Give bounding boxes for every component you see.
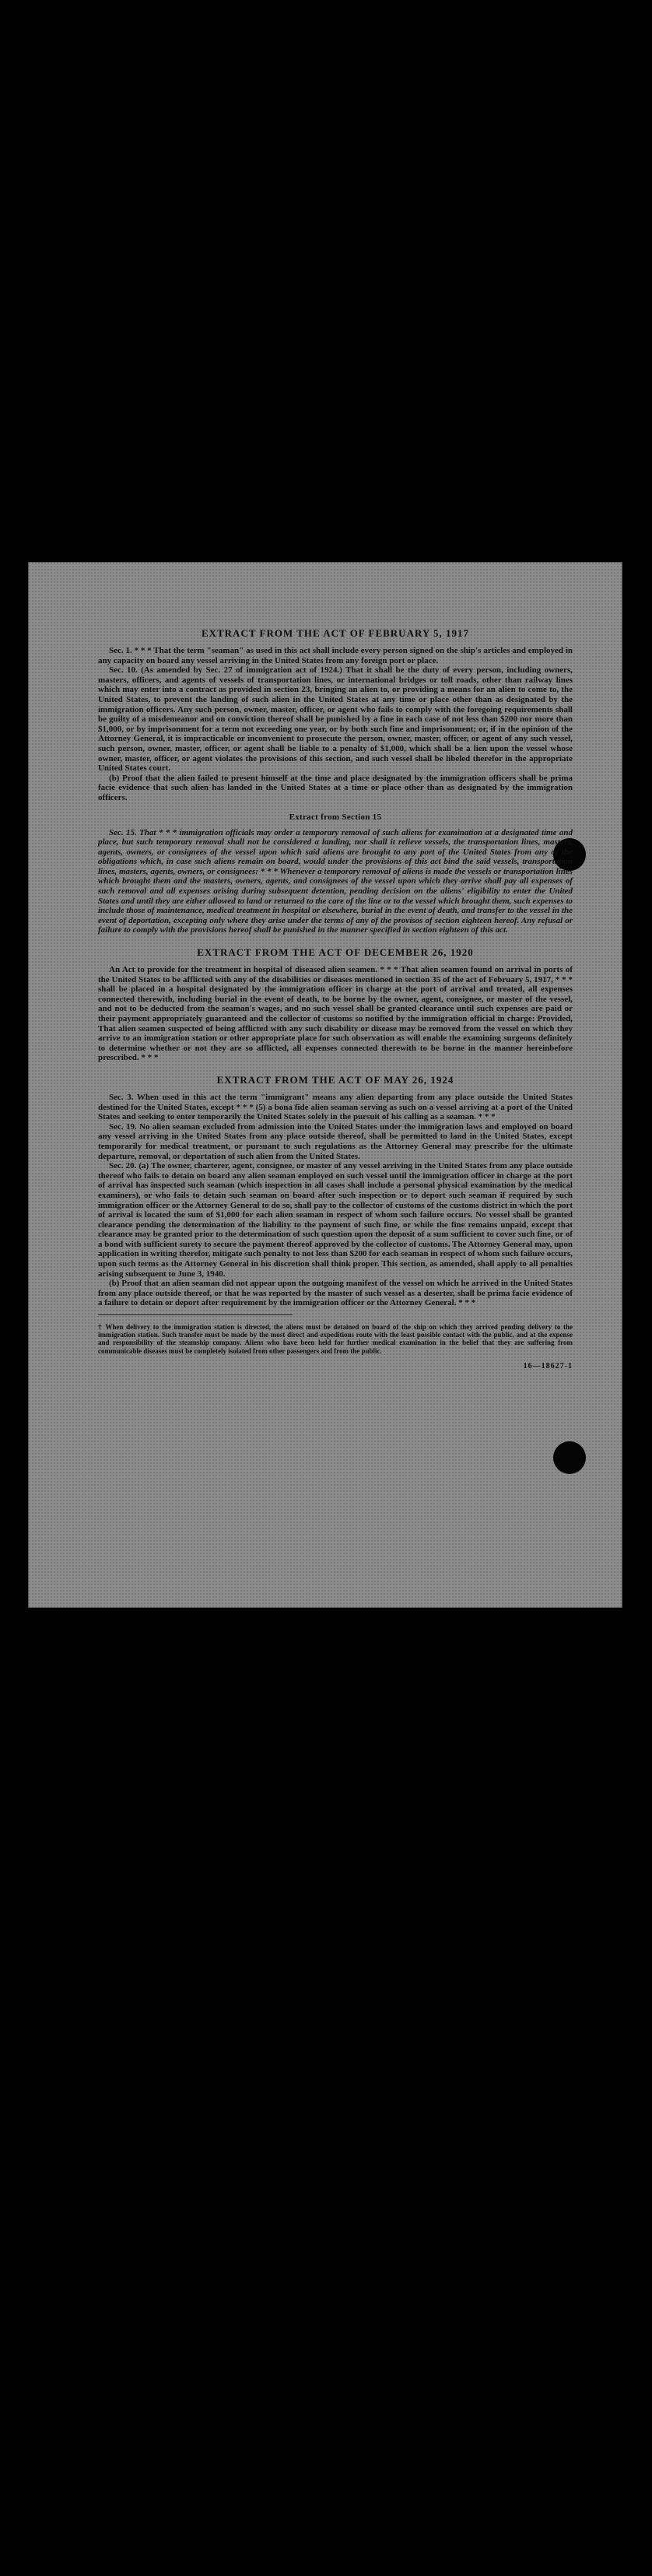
heading-act-1917: EXTRACT FROM THE ACT OF FEBRUARY 5, 1917 [201,627,470,639]
document-page [28,562,622,1608]
section-15-text: Sec. 15. That * * * immigration officials may order a temporary removal of such aliens for examination at a designated time and place, but such temporary removal shall not be considered a landing, nor shall it relieve vessels, the transportation lines, masters, agents, owners, or consignees of the vessel upon which said aliens are brought to any port of the United States from any of the obligations which, in case such aliens remain on board, would under the provisions of this act bind the said vessels, transportation lines, masters, agents, owners, or consignees: * * * Whenever a temporary removal of aliens is made the vessels or transportation lines which brought them and the masters, owners, agents, and consignees of the vessel upon which they arrive shall pay all expenses of such removal and all expenses arising during subsequent detention, pending decision on the aliens' eligibility to enter the United States and until they are either allowed to land or returned to the care of the line or to the vessel which brought them, such expenses to include those of maintenance, medical treatment in hospital or elsewhere, burial in the event of death, and transfer to the vessel in the event of deportation, excepting only where they arise under the terms of any of the provisos of section eighteen hereof. Any refusal or failure to comply with the provisions hereof shall be punished in the manner specified in section eighteen of this act. [98,827,573,935]
heading-act-1924: EXTRACT FROM THE ACT OF MAY 26, 1924 [216,1073,454,1086]
document-body [98,616,573,1370]
section-20b-text: (b) Proof that an alien seaman did not appear upon the outgoing manifest of the vessel on which he arrived in the United States from any place outside thereof, or that he was reported by the master of such vessel as a deserter, shall be prima facie evidence of a failure to detain or deport after requirement by the immigration officer or the Attorney General. * * * [98,1279,573,1308]
heading-act-1920: EXTRACT FROM THE ACT OF DECEMBER 26, 1920 [197,946,474,959]
section-19-text: Sec. 19. No alien seaman excluded from admission into the United States under the immigration laws and employed on board any vessel arriving in the United States from any place outside thereof, shall be permitted to land in the United States, except temporarily for medical treatment, or pursuant to such regulations as the Attorney General may prescribe for the ultimate departure, removal, or deportation of such alien from the United States. [98,1121,573,1161]
section-20-text: Sec. 20. (a) The owner, charterer, agent, consignee, or master of any vessel arriving in the United States from any place outside thereof who fails to detain on board any alien seaman employed on such vessel until the immigration officer in charge at the port of arrival has inspected such seaman (which inspection in all cases shall include a personal physical examination by the medical examiners), or who fails to detain such seaman on board after such inspection or to deport such seaman if required by such immigration officer or the Attorney General to do so, shall pay to the collector of customs of the customs district in which the port of arrival is located the sum of $1,000 for each alien seaman in respect of whom such failure occurs. No vessel shall be granted clearance pending the determination of the liability to the payment of such fine, or while the fine remains unpaid, except that clearance may be granted prior to the determination of such question upon the deposit of a sum sufficient to cover such fine, or of a bond with sufficient surety to secure the payment thereof approved by the collector of customs. The Attorney General may, upon application in writing therefor, mitigate such penalty to not less than $200 for each seaman in respect of whom such failure occurs, upon such terms as the Attorney General in his discretion shall think proper. This section, as amended, shall apply to all penalties arising subsequent to June 3, 1940. [98,1161,573,1279]
heading-section-15: Extract from Section 15 [289,812,382,822]
section-10-text: Sec. 10. (As amended by Sec. 27 of immigration act of 1924.) That it shall be the duty of every person, including owners, masters, officers, and agents of vessels of transportation lines, or international bridges or toll roads, other than railway lines which may enter into a contract as provided in section 23, bringing an alien to, or providing a means for an alien to come to, the United States, to prevent the landing of such alien in the United States at any time or place other than as designated by the immigration officers. Any such person, owner, master, officer, or agent who fails to comply with the foregoing requirements shall be guilty of a misdemeanor and on conviction thereof shall be punished by a fine in each case of not less than $200 nor more than $1,000, or by imprisonment for a term not exceeding one year, or by both such fine and imprisonment; or, if in the opinion of the Attorney General, it is impracticable or inconvenient to prosecute the person, owner, master, officer, or agent of any such vessel, such person, owner, master, officer, or agent shall be liable to a penalty of $1,000, which shall be a lien upon the vessel whose owner, master, officer, or agent violates the provisions of this section, and such vessel shall be libeled therefor in the appropriate United States court. [98,665,573,774]
form-number: 16—18627-1 [523,1361,573,1370]
act-1920-text: An Act to provide for the treatment in hospital of diseased alien seamen. * * * That alien seamen found on arrival in ports of the United States to be afflicted with any of the disabilities or diseases mentioned in section 35 of the act of February 5, 1917, * * * shall be placed in a hospital designated by the immigration officer in charge at the port of arrival and treated, all expenses connected therewith, including burial in the event of death, to be borne by the owner, agent, consignee, or master of the vessel, and not to be deducted from the seaman's wages, and no such vessel shall be granted clearance until such expenses are paid or their payment appropriately guaranteed and the collector of customs so notified by the immigration official in charge: Provided, That alien seamen suspected of being afflicted with any such disability or disease may be removed from the vessel on which they arrive to an immigration station or other appropriate place for such observation as will enable the examining surgeons definitely to determine whether or not they are so afflicted, all expenses connected therewith to be borne in the manner hereinbefore prescribed. * * * [98,965,573,1063]
footnote-divider [98,1314,293,1315]
section-1-text: Sec. 1. * * * That the term "seaman" as used in this act shall include every person signed on the ship's articles and employed in any capacity on board any vessel arriving in the United States from any foreign port or place. [98,646,573,665]
section-3-text: Sec. 3. When used in this act the term "immigrant" means any alien departing from any place outside the United States destined for the United States, except * * * (5) a bona fide alien seaman serving as such on a vessel arriving at a port of the United States and seeking to enter temporarily the United States solely in the pursuit of his calling as a seaman. * * * [98,1092,573,1122]
section-10b-text: (b) Proof that the alien failed to present himself at the time and place designated by the immigration officers shall be prima facie evidence that such alien has landed in the United States at a time or place other than as designated by the immigration officers. [98,773,573,802]
footnote-text: † When delivery to the immigration station is directed, the aliens must be detained on board of the ship on which they arrived pending delivery to the immigration station. Such transfer must be made by the most direct and expeditious route with the least possible contact with the public, and at the expense and responsibility of the steamship company. Aliens who have been held for further medical examination in the belief that they are suffering from communicable diseases must be completely isolated from other passengers and from the public. [98,1323,573,1355]
punch-hole-bottom [553,1441,586,1474]
